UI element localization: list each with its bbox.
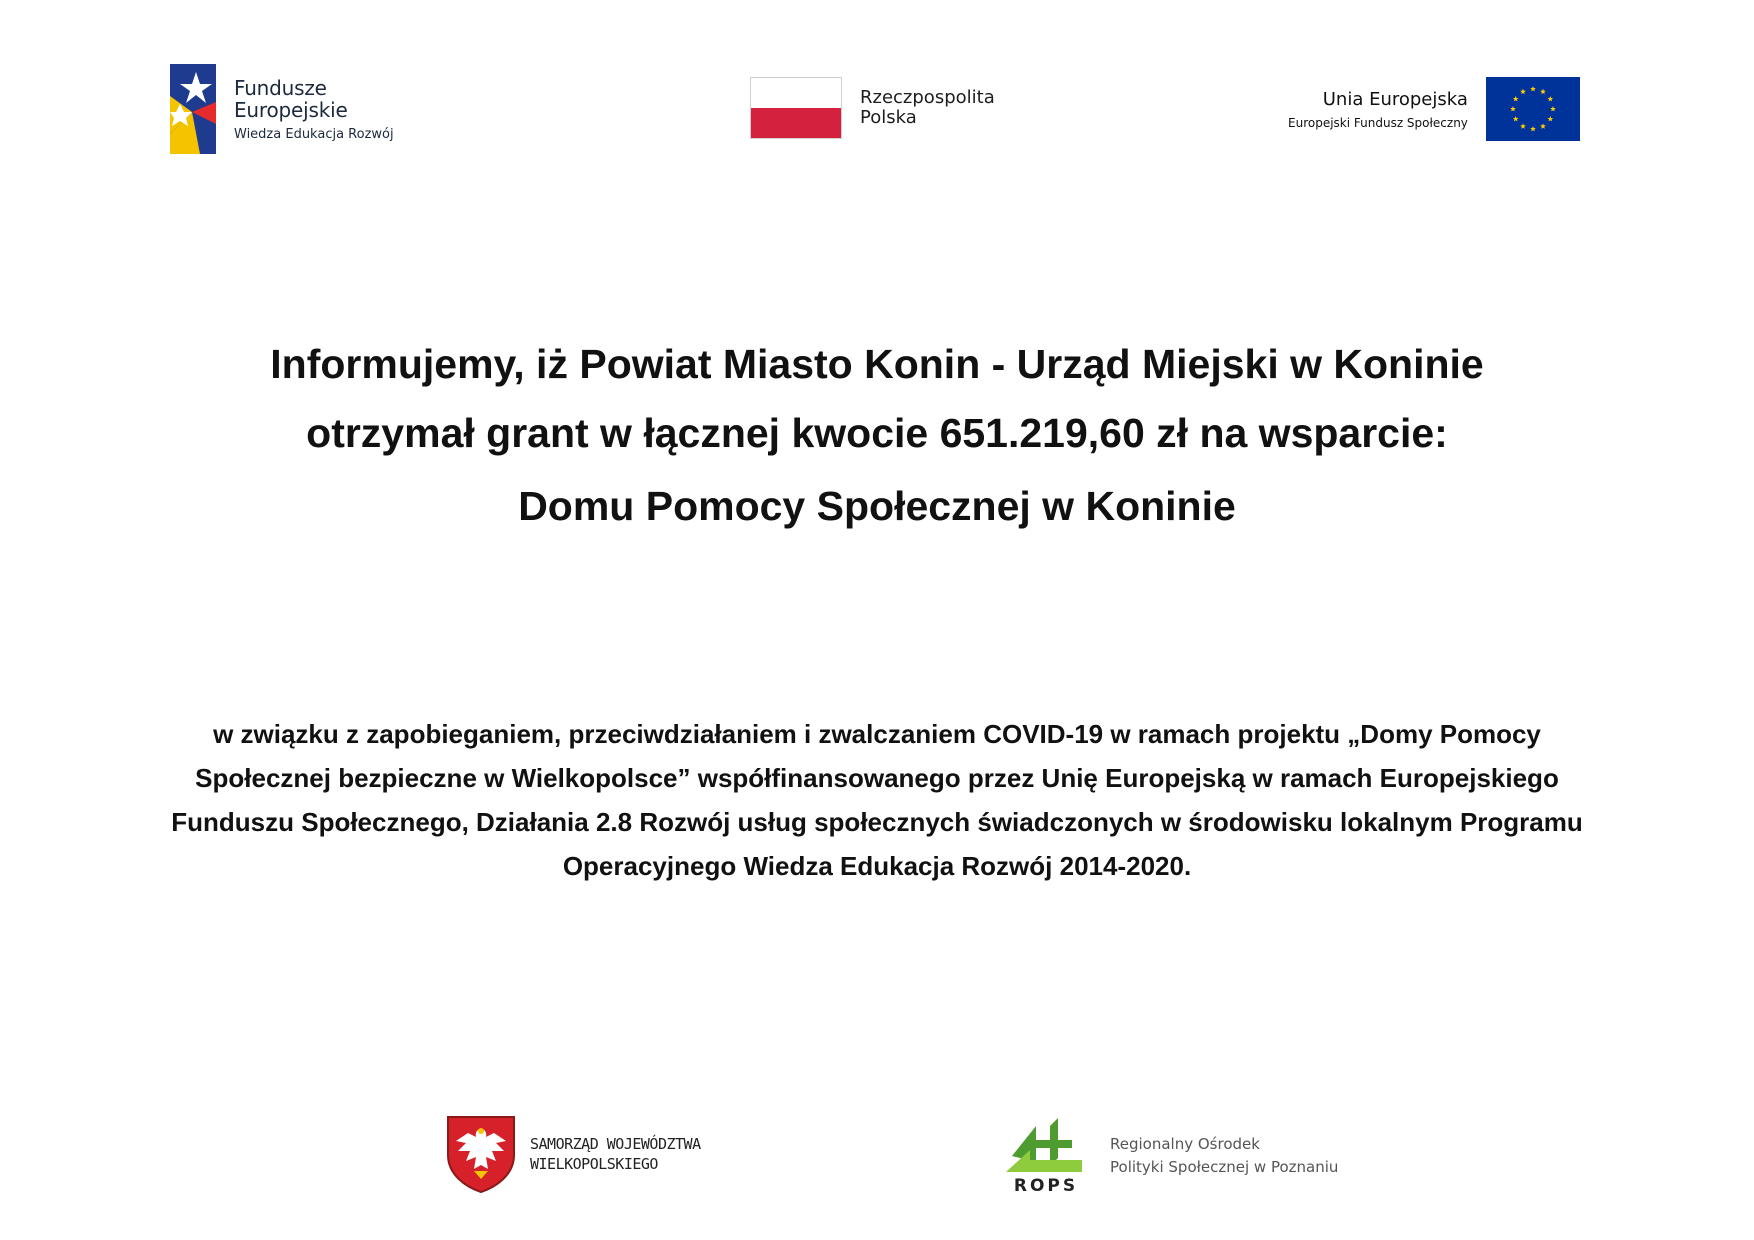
eu-star-icon bbox=[1547, 96, 1553, 101]
eu-star-icon bbox=[1520, 89, 1526, 94]
eagle-shield-icon bbox=[446, 1115, 516, 1193]
eu-star-icon bbox=[1530, 86, 1536, 91]
rops-line1: Regionalny Ośrodek bbox=[1110, 1135, 1260, 1153]
rops-abbr: ROPS bbox=[1013, 1176, 1079, 1196]
fundusze-line1: Fundusze bbox=[234, 75, 327, 100]
rzeczpospolita-text bbox=[860, 88, 995, 128]
rops-arrows-icon bbox=[1006, 1116, 1086, 1174]
samorzad-line2: WIELKOPOLSKIEGO bbox=[530, 1155, 658, 1173]
headline-line2: otrzymał grant w łącznej kwocie 651.219,60 zł na wsparcie: bbox=[306, 410, 1448, 456]
body-text: w związku z zapobieganiem, przeciwdziałaniem i zwalczaniem COVID-19 w ramach projektu „Domy Pomocy Społecznej bezpieczne w Wielkopolsce” współfinansowanego przez Unię Europejską w ramach Europejskiego Funduszu Społecznego, Działania 2.8 Rozwój usług społecznych świadczonych w środowisku lokalnym Programu Operacyjnego Wiedza Edukacja Rozwój 2014-2020. bbox=[171, 719, 1583, 881]
eu-star-icon bbox=[1513, 116, 1519, 121]
eu-star-icon bbox=[1530, 126, 1536, 131]
samorzad-text bbox=[530, 1134, 701, 1174]
eu-star-icon bbox=[1550, 106, 1556, 111]
samorzad-line1: SAMORZĄD WOJEWÓDZTWA bbox=[530, 1135, 701, 1153]
unia-europejska-logo bbox=[1288, 77, 1580, 141]
eu-star-icon bbox=[1547, 116, 1553, 121]
headline bbox=[0, 330, 1754, 468]
fundusze-europejskie-text bbox=[234, 77, 394, 142]
fundusze-line3: Wiedza Edukacja Rozwój bbox=[234, 126, 394, 142]
eu-star-icon bbox=[1540, 123, 1546, 128]
flag-white-band bbox=[751, 78, 841, 108]
rzeczpospolita-line1: Rzeczpospolita bbox=[860, 87, 995, 108]
subhead: Domu Pomocy Społecznej w Koninie bbox=[518, 483, 1236, 529]
rzeczpospolita-line2: Polska bbox=[860, 107, 917, 128]
rops-mark bbox=[1006, 1116, 1086, 1196]
rops-logo bbox=[1006, 1116, 1338, 1196]
eu-star-icon bbox=[1520, 123, 1526, 128]
headline-line1: Informujemy, iż Powiat Miasto Konin - Urząd Miejski w Koninie bbox=[270, 341, 1484, 387]
fundusze-europejskie-star-icon bbox=[170, 64, 216, 154]
unia-europejska-text bbox=[1288, 89, 1468, 130]
rops-text bbox=[1110, 1133, 1338, 1179]
flag-red-band bbox=[751, 108, 841, 138]
unia-line2: Europejski Fundusz Społeczny bbox=[1288, 115, 1468, 130]
samorzad-logo bbox=[446, 1116, 701, 1192]
fundusze-line2: Europejskie bbox=[234, 97, 348, 122]
unia-line1: Unia Europejska bbox=[1322, 88, 1468, 110]
rzeczpospolita-polska-logo bbox=[750, 76, 995, 140]
eu-star-icon bbox=[1540, 89, 1546, 94]
eu-star-icon bbox=[1510, 106, 1516, 111]
fundusze-europejskie-logo bbox=[170, 64, 394, 154]
polish-flag-icon bbox=[750, 77, 842, 139]
eu-star-icon bbox=[1513, 96, 1519, 101]
rops-line2: Polityki Społecznej w Poznaniu bbox=[1110, 1158, 1339, 1176]
eu-flag-icon bbox=[1486, 77, 1580, 141]
